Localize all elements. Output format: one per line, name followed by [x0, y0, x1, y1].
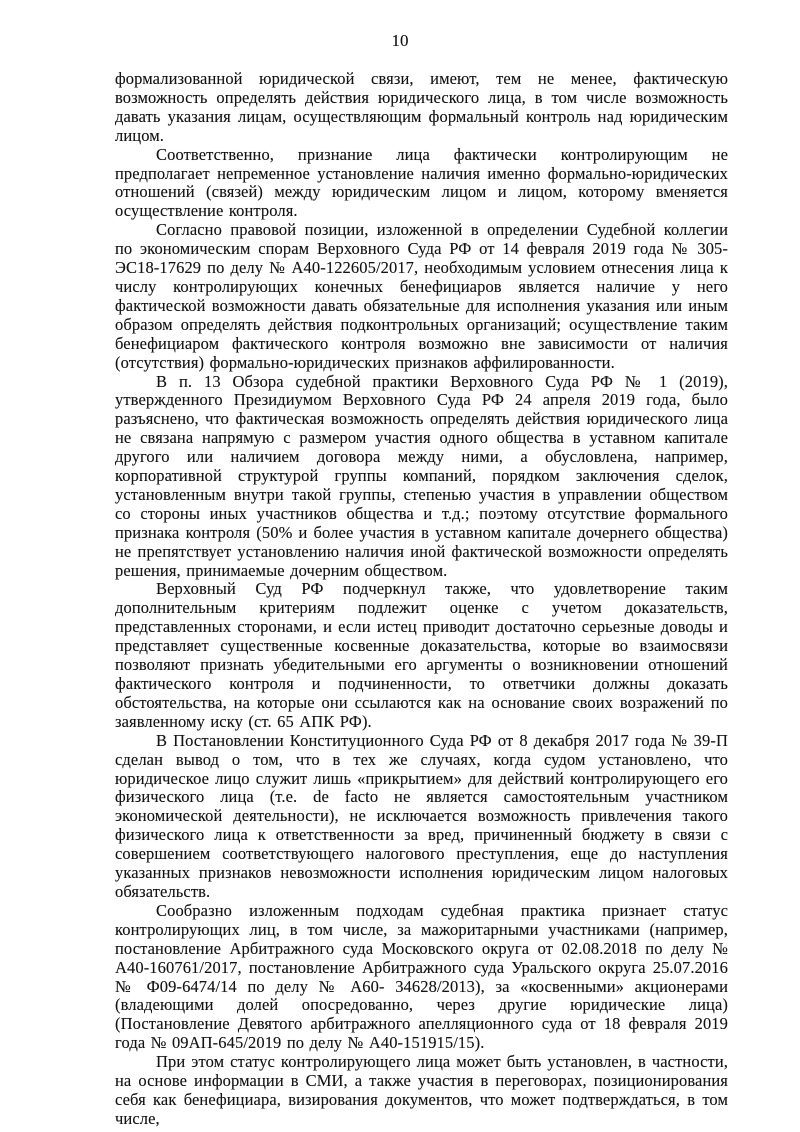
- document-body: [115, 70, 728, 1129]
- paragraph: Сообразно изложенным подходам судебная практика признает статус контролирующих лиц, в том числе, за мажоритарными участниками (например, постановление Арбитражного суда Московского округа от 02.08.2018 по делу № А40-160761/2017, постановление Арбитражного суда Уральского округа 25.07.2016 № Ф09-6474/14 по делу № А60- 34628/2013), за «косвенными» акционерами (владеющими долей опосредованно, через другие юридические лица) (Постановление Девятого арбитражного апелляционного суда от 18 февраля 2019 года № 09АП-645/2019 по делу № А40-151915/15).: [115, 900, 728, 1053]
- paragraph: формализованной юридической связи, имеют, тем не менее, фактическую возможность определять действия юридического лица, в том числе возможность давать указания лицам, осуществляющим формальный контроль над юридическим лицом.: [115, 69, 728, 145]
- paragraph: В п. 13 Обзора судебной практики Верховного Суда РФ № 1 (2019), утвержденного Президиумом Верховного Суда РФ 24 апреля 2019 года, было разъяснено, что фактическая возможность определять действия юридического лица не связана напрямую с размером участия одного общества в уставном капитале другого или наличием договора между ними, а обусловлена, например, корпоративной структурой группы компаний, порядком заключения сделок, установленным внутри такой группы, степенью участия в управлении обществом со стороны иных участников общества и т.д.; поэтому отсутствие формального признака контроля (50% и более участия в уставном капитале дочернего общества) не препятствует установлению наличия иной фактической возможности определять решения, принимаемые дочерним обществом.: [115, 371, 728, 580]
- paragraph: В Постановлении Конституционного Суда РФ от 8 декабря 2017 года № 39-П сделан вывод о том, что в тех же случаях, когда судом установлено, что юридическое лицо служит лишь «прикрытием» для действий контролирующего его физического лица (т.е. de facto не является самостоятельным участником экономической деятельности), не исключается возможность привлечения такого физического лица к ответственности за вред, причиненный бюджету в связи с совершением соответствующего налогового преступления, еще до наступления указанных признаков невозможности исполнения юридическим лицом налоговых обязательств.: [115, 730, 728, 901]
- paragraph: Согласно правовой позиции, изложенной в определении Судебной коллегии по экономическим спорам Верховного Суда РФ от 14 февраля 2019 года № 305-ЭС18-17629 по делу № А40-122605/2017, необходимым условием отнесения лица к числу контролирующих конечных бенефициаров является наличие у него фактической возможности давать обязательные для исполнения указания или иным образом определять действия подконтрольных организаций; осуществление таким бенефициаром фактического контроля возможно вне зависимости от наличия (отсутствия) формально-юридических признаков аффилированности.: [115, 220, 728, 372]
- paragraph: Верховный Суд РФ подчеркнул также, что удовлетворение таким дополнительным критериям подлежит оценке с учетом доказательств, представленных сторонами, и если истец приводит достаточно серьезные доводы и представляет существенные косвенные доказательства, которые во взаимосвязи позволяют признать убедительными его аргументы о возникновении отношений фактического контроля и подчиненности, то ответчики должны доказать обстоятельства, на которые они ссылаются как на основание своих возражений по заявленному иску (ст. 65 АПК РФ).: [115, 579, 728, 731]
- page-number: 10: [391, 31, 409, 50]
- paragraph: При этом статус контролирующего лица может быть установлен, в частности, на основе информации в СМИ, а также участия в переговорах, позиционирования себя как бенефициара, визирования документов, что может подтверждаться, в том числе,: [115, 1052, 728, 1128]
- paragraph: Соответственно, признание лица фактически контролирующим не предполагает непременное установление наличия именно формально-юридических отношений (связей) между юридическим лицом и лицом, которому вменяется осуществление контроля.: [115, 144, 728, 221]
